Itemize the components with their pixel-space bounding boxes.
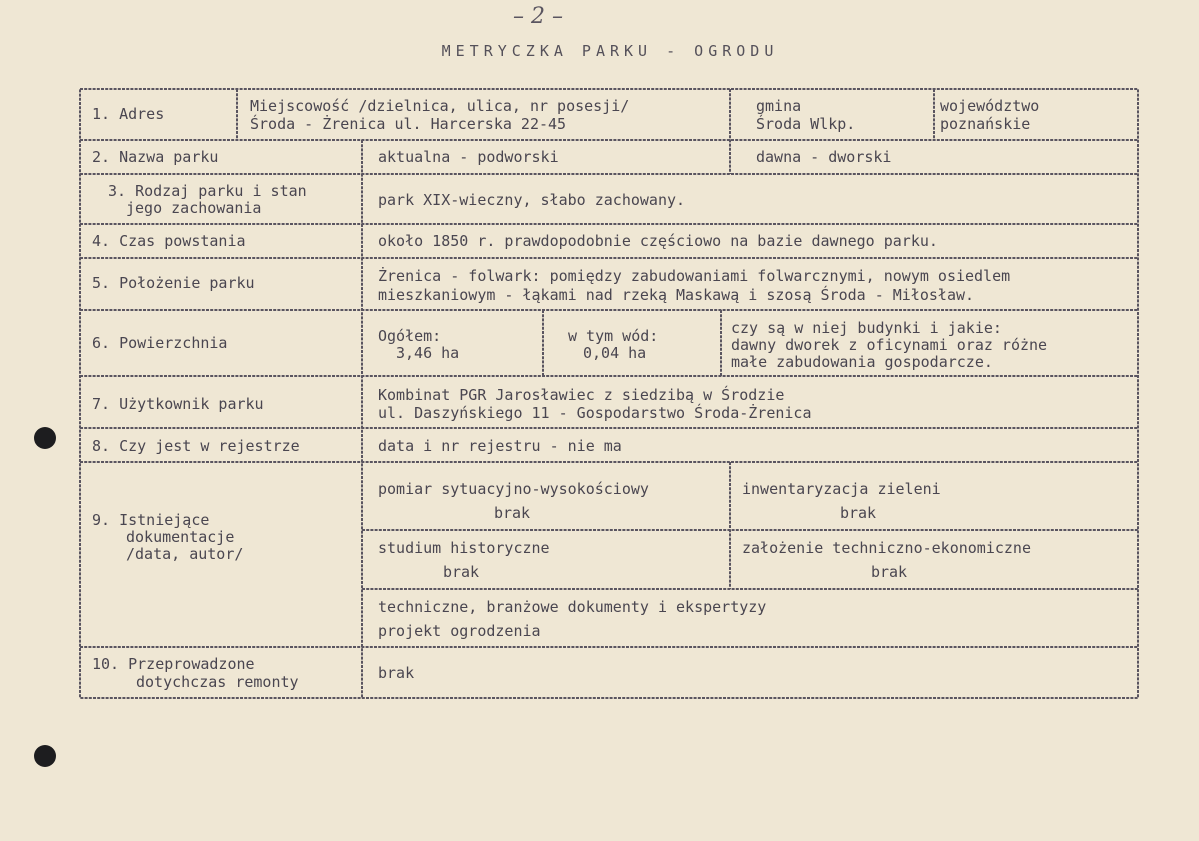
row-10-label-line1: 10. Przeprowadzone <box>92 655 255 673</box>
row-8-label: 8. Czy jest w rejestrze <box>92 437 300 455</box>
park-user-line1: Kombinat PGR Jarosławiec z siedzibą w Środzie <box>378 386 785 404</box>
punch-hole-bottom <box>34 745 56 767</box>
row-9-label-line1: 9. Istniejące <box>92 511 210 529</box>
page-title: METRYCZKA PARKU - OGRODU <box>441 42 779 60</box>
row-9-label-line3: /data, autor/ <box>126 545 244 563</box>
gmina-header: gmina <box>756 97 802 115</box>
punch-hole-top <box>34 427 56 449</box>
repairs-value: brak <box>378 664 415 682</box>
inventory-header: inwentaryzacja zieleni <box>742 480 941 498</box>
address-header: Miejscowość /dzielnica, ulica, nr posesji/ <box>250 97 630 115</box>
total-area-header: Ogółem: <box>378 327 442 345</box>
survey-value: brak <box>493 504 531 522</box>
row-3-label-line1: 3. Rodzaj parku i stan <box>108 182 307 200</box>
water-area-value: 0,04 ha <box>583 344 647 362</box>
park-user-line2: ul. Daszyńskiego 11 - Gospodarstwo Środa-Żrenica <box>378 404 812 422</box>
park-type-value: park XIX-wieczny, słabo zachowany. <box>378 191 686 209</box>
total-area-value: 3,46 ha <box>396 344 460 362</box>
page-number: – 2 – <box>513 4 563 29</box>
tech-econ-value: brak <box>870 563 908 581</box>
tech-econ-header: założenie techniczno-ekonomiczne <box>742 539 1031 557</box>
location-line1: Żrenica - folwark: pomiędzy zabudowaniami folwarcznymi, nowym osiedlem <box>378 267 1011 285</box>
location-line2: mieszkaniowym - łąkami nad rzeką Maskawą i szosą Środa - Miłosław. <box>378 286 975 304</box>
voivodeship-header: województwo <box>940 97 1040 115</box>
row-4-label: 4. Czas powstania <box>92 232 246 250</box>
other-docs-line2: projekt ogrodzenia <box>378 622 541 640</box>
water-area-header: w tym wód: <box>568 327 659 345</box>
survey-header: pomiar sytuacyjno-wysokościowy <box>378 480 649 498</box>
buildings-line3: małe zabudowania gospodarcze. <box>731 353 993 371</box>
history-study-value: brak <box>442 563 480 581</box>
buildings-line1: czy są w niej budynki i jakie: <box>731 319 1002 337</box>
register-value: data i nr rejestru - nie ma <box>378 437 622 455</box>
history-study-header: studium historyczne <box>378 539 550 557</box>
creation-time-value: około 1850 r. prawdopodobnie częściowo na bazie dawnego parku. <box>378 232 938 250</box>
park-name-current: aktualna - podworski <box>378 148 559 166</box>
gmina-value: Środa Wlkp. <box>756 115 856 133</box>
voivodeship-value: poznańskie <box>940 115 1031 133</box>
row-5-label: 5. Położenie parku <box>92 274 255 292</box>
park-name-former: dawna - dworski <box>756 148 892 166</box>
inventory-value: brak <box>839 504 877 522</box>
row-10-label-line2: dotychczas remonty <box>136 673 299 691</box>
row-1-label: 1. Adres <box>92 105 165 123</box>
row-7-label: 7. Użytkownik parku <box>92 395 264 413</box>
other-docs-line1: techniczne, branżowe dokumenty i ekspertyzy <box>378 598 767 616</box>
buildings-line2: dawny dworek z oficynami oraz różne <box>731 336 1048 354</box>
row-2-label: 2. Nazwa parku <box>92 148 219 166</box>
row-6-label: 6. Powierzchnia <box>92 334 228 352</box>
address-value: Środa - Żrenica ul. Harcerska 22-45 <box>250 115 567 133</box>
row-3-label-line2: jego zachowania <box>126 199 262 217</box>
row-9-label-line2: dokumentacje <box>126 528 235 546</box>
